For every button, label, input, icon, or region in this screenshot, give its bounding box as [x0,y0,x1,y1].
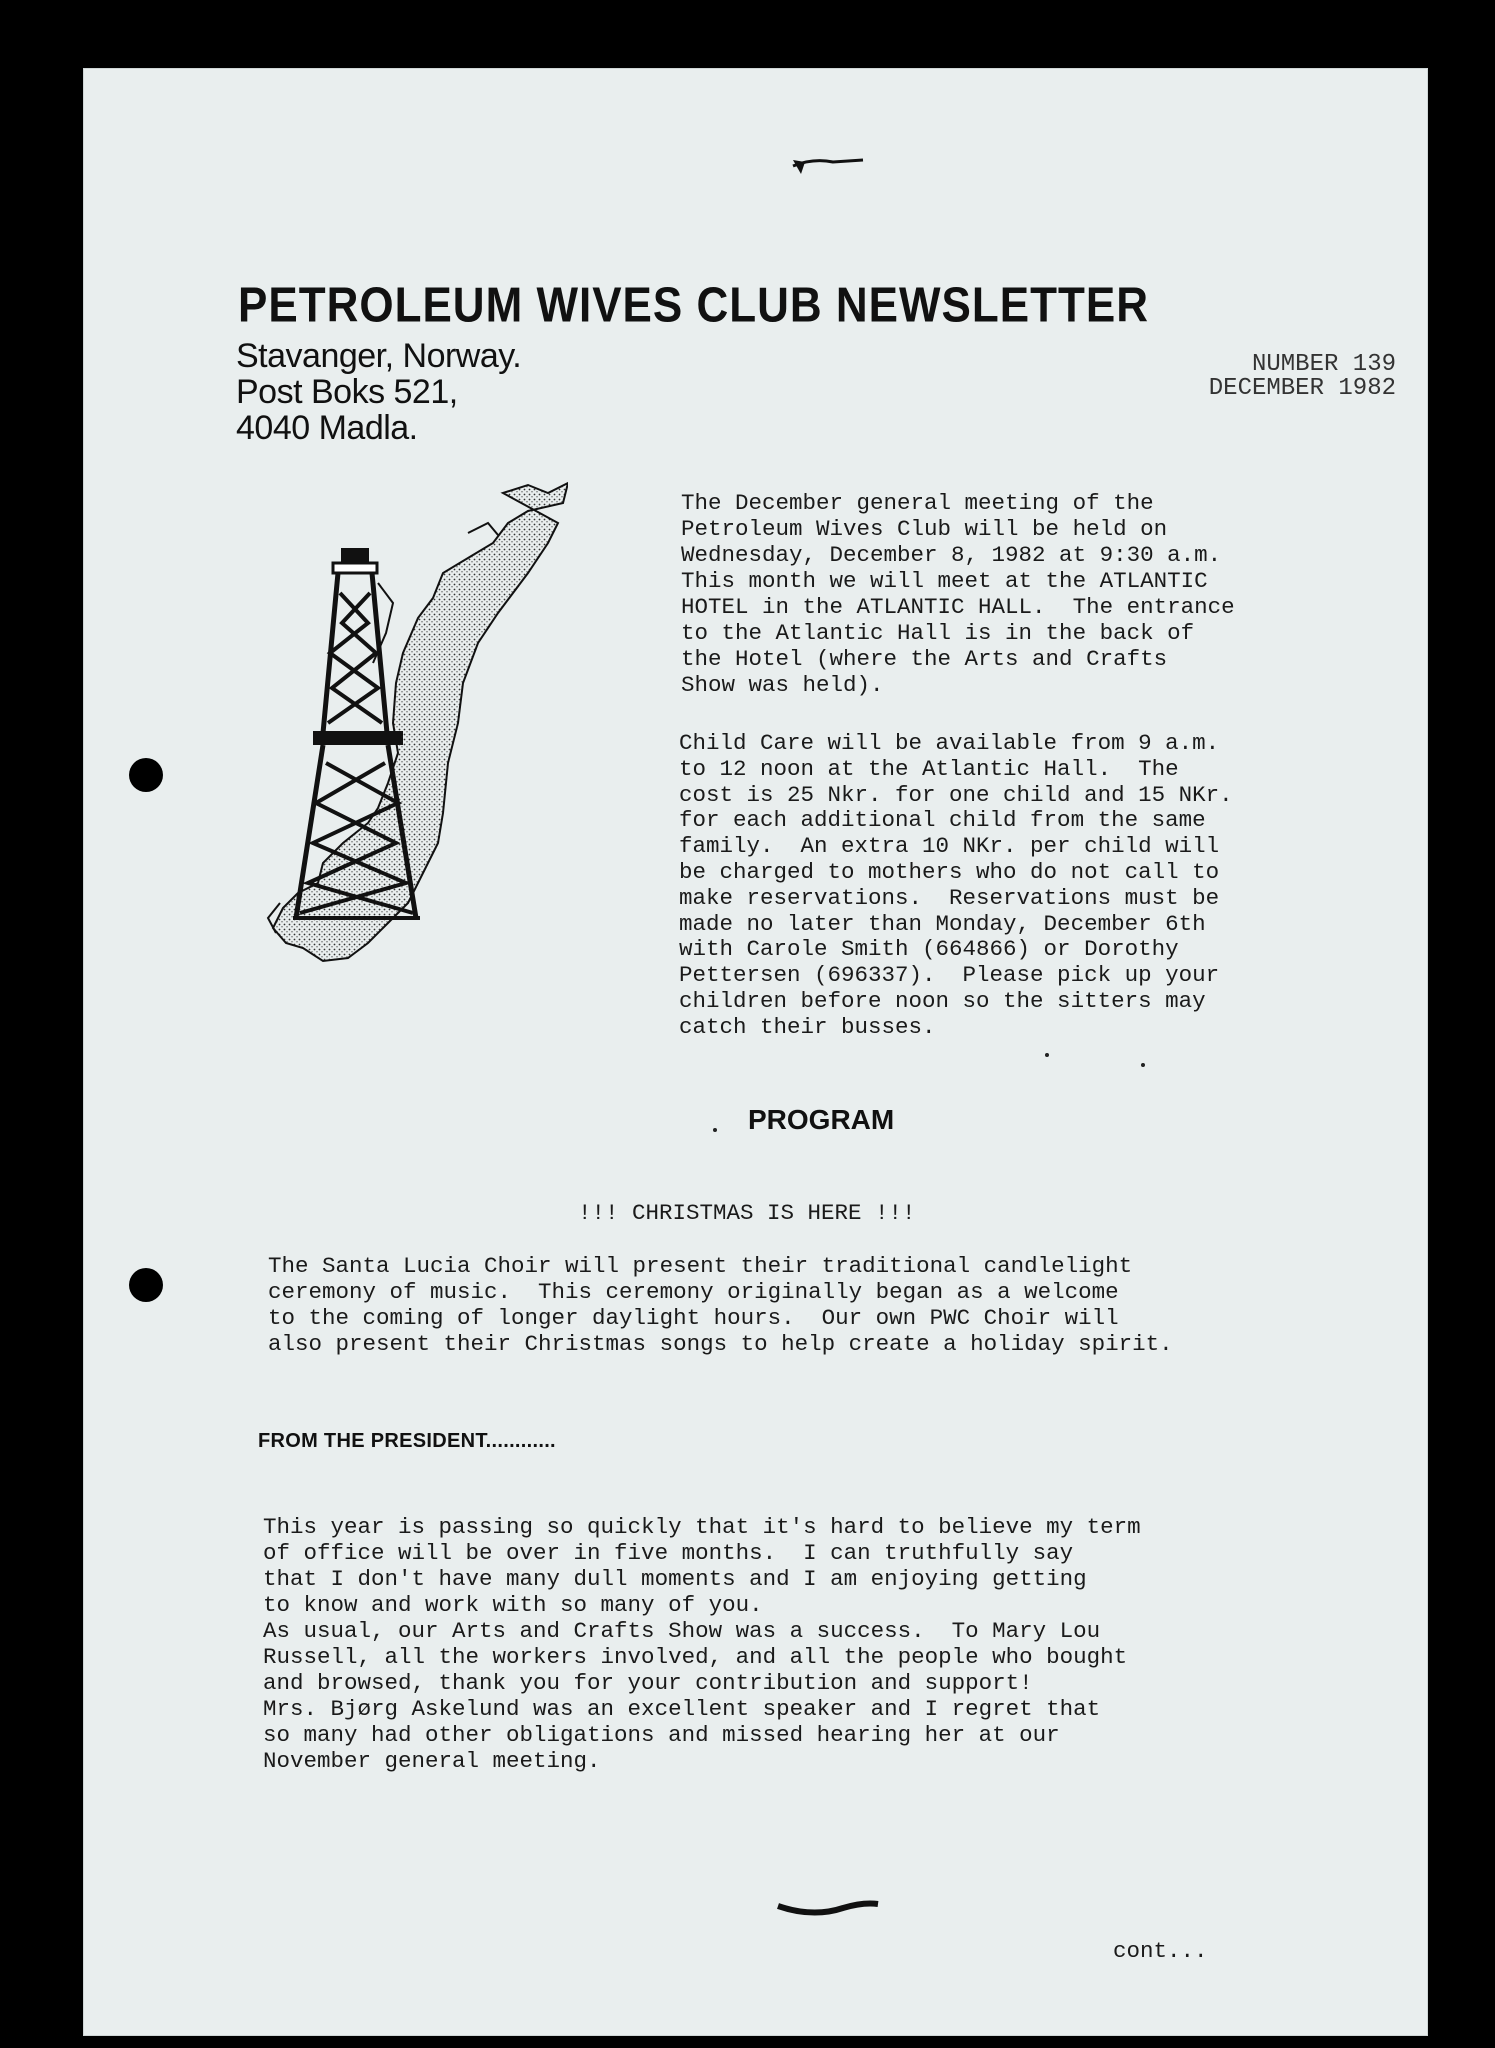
program-description: The Santa Lucia Choir will present their traditional candlelight ceremony of music. This ceremony originally began as a welcome to the coming of longer daylight hours. Our own PWC Choir will also present their Christmas songs to help create a holiday spirit. [268,1253,1173,1357]
address-line: Stavanger, Norway. [236,337,522,375]
staple-mark-bottom-icon [773,1888,883,1928]
continued-marker: cont... [1113,1938,1208,1964]
program-heading: PROGRAM [748,1104,895,1135]
program-subheading: !!! CHRISTMAS IS HERE !!! [578,1200,916,1226]
punch-hole-top [129,758,163,792]
stray-mark [1141,1063,1145,1067]
punch-hole-bottom [129,1268,163,1302]
issue-date: DECEMBER 1982 [1208,375,1396,402]
president-heading: FROM THE PRESIDENT............ [258,1430,556,1452]
newsletter-page [83,68,1428,2036]
president-message: This year is passing so quickly that it's hard to believe my term of office will be over in five months. I can truthfully say that I don't have many dull moments and I am enjoying getting to know and work with so many of you. As usual, our Arts and Crafts Show was a success. To Mary Lou Russell, all the workers involved, and all the people who bought and browsed, thank you for your contribution and support! Mrs. Bjørg Askelund was an excellent speaker and I regret that so many had other obligations and missed hearing her at our November general meeting. [263,1514,1141,1774]
childcare-info: Child Care will be available from 9 a.m. to 12 noon at the Atlantic Hall. The cost is 25 Nkr. for one child and 15 NKr. for each additional child from the same family. An extra 10 NKr. per child will be charged to mothers who do not call to make reservations. Reservations must be made no later than Monday, December 6th with Carole Smith (664866) or Dorothy Pettersen (696337). Please pick up your children before noon so the sitters may catch their busses. [679,730,1233,1040]
address-line: 4040 Madla. [236,409,418,447]
stray-mark [713,1128,717,1132]
club-address [236,338,521,446]
staple-mark-top-icon [783,148,873,188]
meeting-announcement: The December general meeting of the Petroleum Wives Club will be held on Wednesday, December 8, 1982 at 9:30 a.m. This month we will meet at the ATLANTIC HOTEL in the ATLANTIC HALL. The entrance to the Atlantic Hall is in the back of the Hotel (where the Arts and Crafts Show was held). [681,490,1235,698]
newsletter-title: PETROLEUM WIVES CLUB NEWSLETTER [238,278,1149,333]
oil-derrick-norway-map-icon [228,463,568,973]
issue-number: NUMBER 139 [1251,351,1396,378]
address-line: Post Boks 521, [236,373,458,411]
issue-info [1166,353,1396,401]
stray-mark [1045,1053,1049,1057]
